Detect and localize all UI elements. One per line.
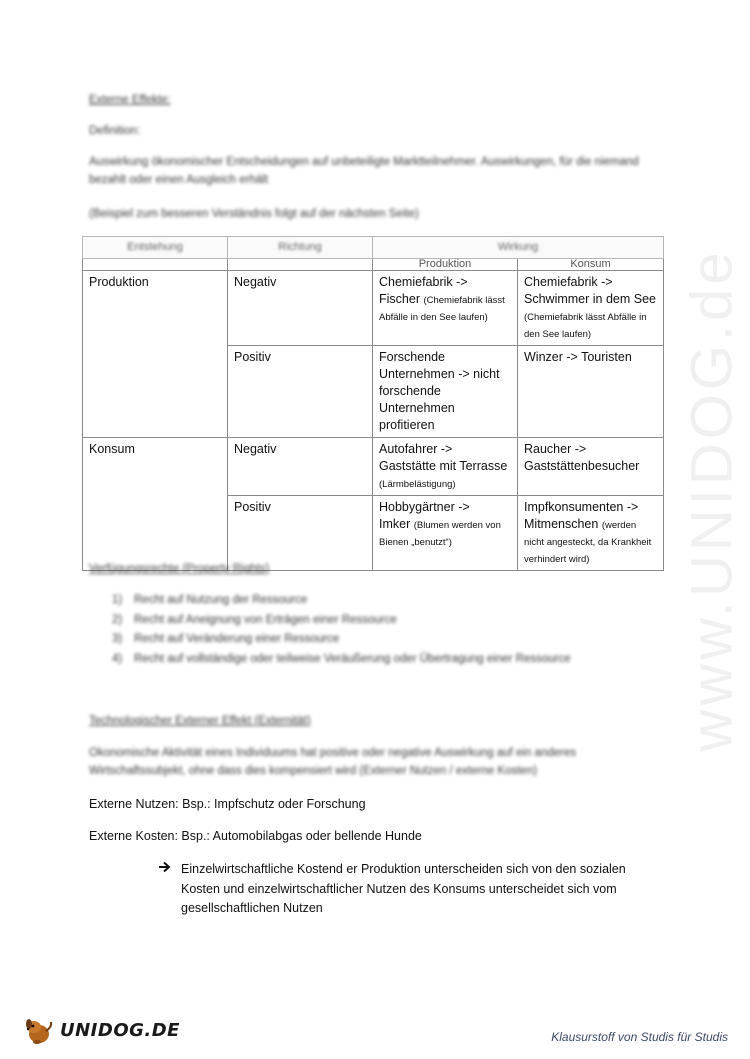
cell-wirkung-konsum: Impfkonsumenten -> Mitmenschen (werden nicht angesteckt, da Krankheit verhindert wird) bbox=[518, 496, 664, 571]
header-entstehung: Entstehung bbox=[83, 237, 228, 259]
externe-kosten-line: Externe Kosten: Bsp.: Automobilabgas oder bellende Hunde bbox=[89, 829, 422, 843]
conclusion-text: Einzelwirtschaftliche Kostend er Produktion unterscheiden sich von den sozialen Kosten und einzelwirtschaftlicher Nutzen des Konsums unterscheidet sich vom gesellschaftlichen Nutzen bbox=[181, 862, 626, 915]
cell-richtung: Positiv bbox=[228, 496, 373, 571]
subheader-konsum: Konsum bbox=[518, 259, 664, 271]
cell-wirkung-konsum: Winzer -> Touristen bbox=[518, 346, 664, 438]
list-item: 1) Recht auf Nutzung der Ressource bbox=[112, 594, 308, 606]
header-richtung: Richtung bbox=[228, 237, 373, 259]
cell-richtung: Positiv bbox=[228, 346, 373, 438]
conclusion-block bbox=[158, 860, 638, 919]
unidog-logo[interactable] bbox=[22, 1012, 180, 1048]
externe-nutzen-line: Externe Nutzen: Bsp.: Impfschutz oder Forschung bbox=[89, 797, 366, 811]
cell-wirkung-konsum: Raucher -> Gaststättenbesucher bbox=[518, 438, 664, 496]
table-row bbox=[83, 438, 664, 496]
cell-entstehung-konsum: Konsum bbox=[83, 438, 228, 571]
dog-mascot-icon bbox=[22, 1013, 56, 1047]
list-item: 2) Recht auf Aneignung von Erträgen einer Ressource bbox=[112, 613, 397, 626]
arrow-right-icon bbox=[158, 860, 172, 881]
effects-table bbox=[82, 236, 664, 571]
table-row bbox=[83, 271, 664, 346]
cell-wirkung-produktion: Forschende Unternehmen -> nicht forschende Unternehmen profitieren bbox=[373, 346, 518, 438]
definition-text: Auswirkung ökonomischer Entscheidungen auf unbeteiligte Marktteilnehmer. Auswirkungen, für die niemand bezahlt oder einen Ausgleich erhält bbox=[89, 156, 639, 186]
list-item: 3) Recht auf Veränderung einer Ressource bbox=[112, 633, 340, 645]
cell-richtung: Negativ bbox=[228, 438, 373, 496]
subheader-produktion: Produktion bbox=[373, 259, 518, 271]
cell-entstehung-produktion: Produktion bbox=[83, 271, 228, 438]
section-title-property-rights: Verfügungsrechte (Property Rights) bbox=[89, 563, 270, 575]
cell-wirkung-konsum: Chemiefabrik -> Schwimmer in dem See (Chemiefabrik lässt Abfälle in den See laufen) bbox=[518, 271, 664, 346]
footer-slogan: Klausurstoff von Studis für Studis bbox=[551, 1030, 728, 1044]
table-subheader-row bbox=[83, 259, 664, 271]
cell-wirkung-produktion: Autofahrer -> Gaststätte mit Terrasse (Lärmbelästigung) bbox=[373, 438, 518, 496]
table-header-row bbox=[83, 237, 664, 259]
rights-list bbox=[112, 591, 571, 669]
logo-text: UNIDOG.DE bbox=[60, 1019, 180, 1041]
section-title-externalitaet: Technologischer Externer Effekt (Externität) bbox=[89, 715, 311, 727]
list-item: 4) Recht auf vollständige oder teilweise Veräußerung oder Übertragung einer Ressource bbox=[112, 652, 571, 665]
example-note: (Beispiel zum besseren Verständnis folgt auf der nächsten Seite) bbox=[89, 208, 419, 220]
cell-wirkung-produktion: Chemiefabrik -> Fischer (Chemiefabrik lässt Abfälle in den See laufen) bbox=[373, 271, 518, 346]
watermark: www.UNIDOG.de bbox=[679, 248, 745, 752]
externality-definition: Ökonomische Aktivität eines Individuums hat positive oder negative Auswirkung auf ein anderes Wirtschaftssubjekt, ohne dass dies kompensiert wird (Externer Nutzen / externe Kosten) bbox=[89, 747, 577, 777]
section-title-externe-effekte: Externe Effekte: bbox=[89, 94, 171, 106]
cell-richtung: Negativ bbox=[228, 271, 373, 346]
cell-wirkung-produktion: Hobbygärtner -> Imker (Blumen werden von Bienen „benutzt“) bbox=[373, 496, 518, 571]
header-wirkung: Wirkung bbox=[373, 237, 664, 259]
definition-label: Definition: bbox=[89, 125, 141, 137]
